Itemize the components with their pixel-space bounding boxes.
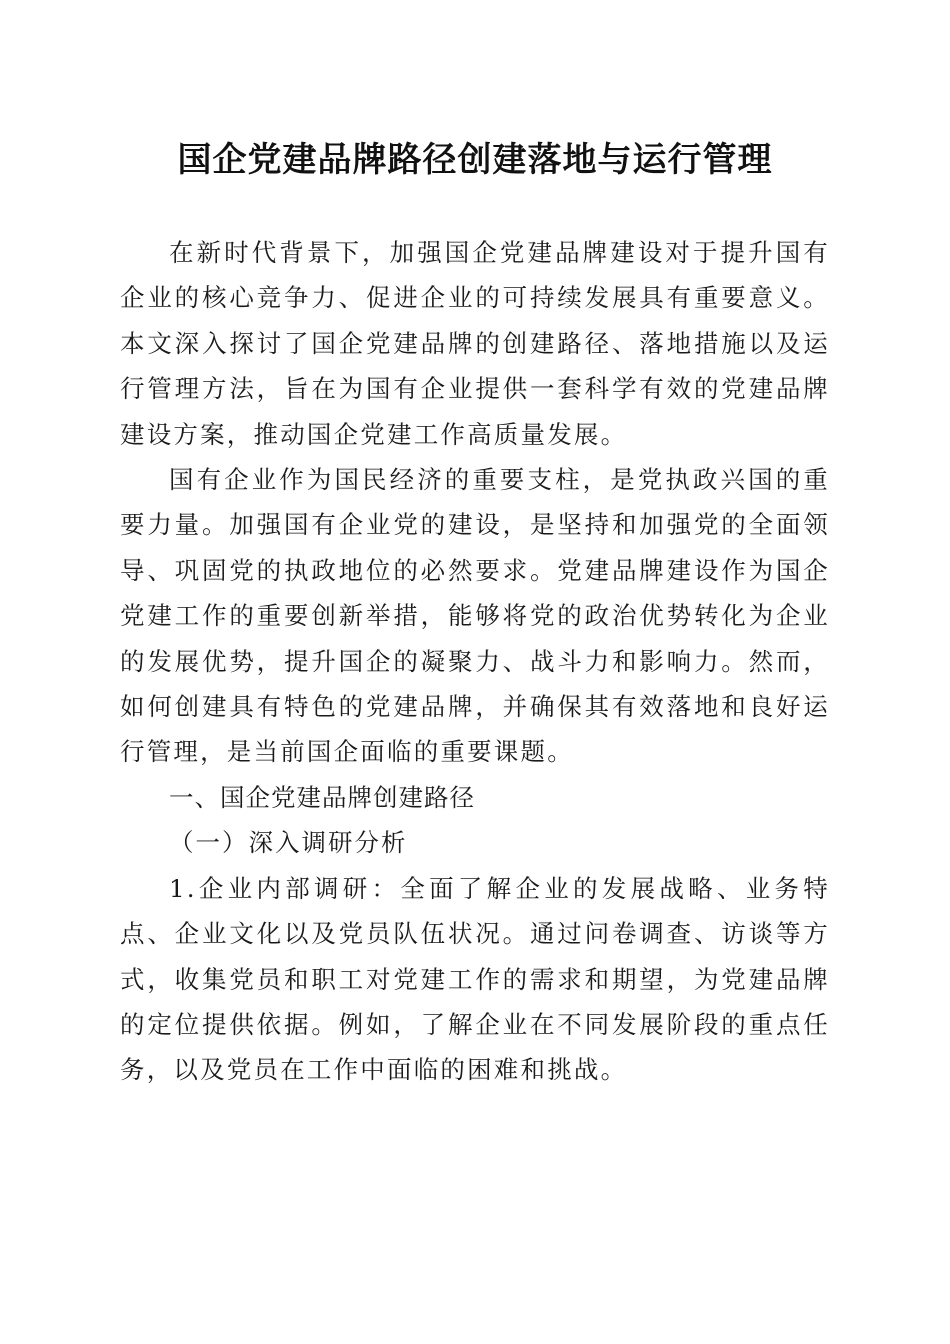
list-item-paragraph: 1.企业内部调研：全面了解企业的发展战略、业务特点、企业文化以及党员队伍状况。通过问卷调查、访谈等方式，收集党员和职工对党建工作的需求和期望，为党建品牌的定位提供依据。例如，了解企业在不同发展阶段的重点任务，以及党员在工作中面临的困难和挑战。	[120, 873, 830, 1085]
document-body	[120, 230, 830, 1093]
intro-paragraph: 在新时代背景下，加强国企党建品牌建设对于提升国有企业的核心竞争力、促进企业的可持续发展具有重要意义。本文深入探讨了国企党建品牌的创建路径、落地措施以及运行管理方法，旨在为国有企业提供一套科学有效的党建品牌建设方案，推动国企党建工作高质量发展。	[120, 238, 830, 449]
subsection-heading: （一）深入调研分析	[169, 828, 408, 858]
document-title: 国企党建品牌路径创建落地与运行管理	[177, 140, 773, 180]
section-heading: 一、国企党建品牌创建路径	[169, 782, 475, 812]
background-paragraph: 国有企业作为国民经济的重要支柱，是党执政兴国的重要力量。加强国有企业党的建设，是坚持和加强党的全面领导、巩固党的执政地位的必然要求。党建品牌建设作为国企党建工作的重要创新举措，能够将党的政治优势转化为企业的发展优势，提升国企的凝聚力、战斗力和影响力。然而，如何创建具有特色的党建品牌，并确保其有效落地和良好运行管理，是当前国企面临的重要课题。	[120, 465, 830, 767]
